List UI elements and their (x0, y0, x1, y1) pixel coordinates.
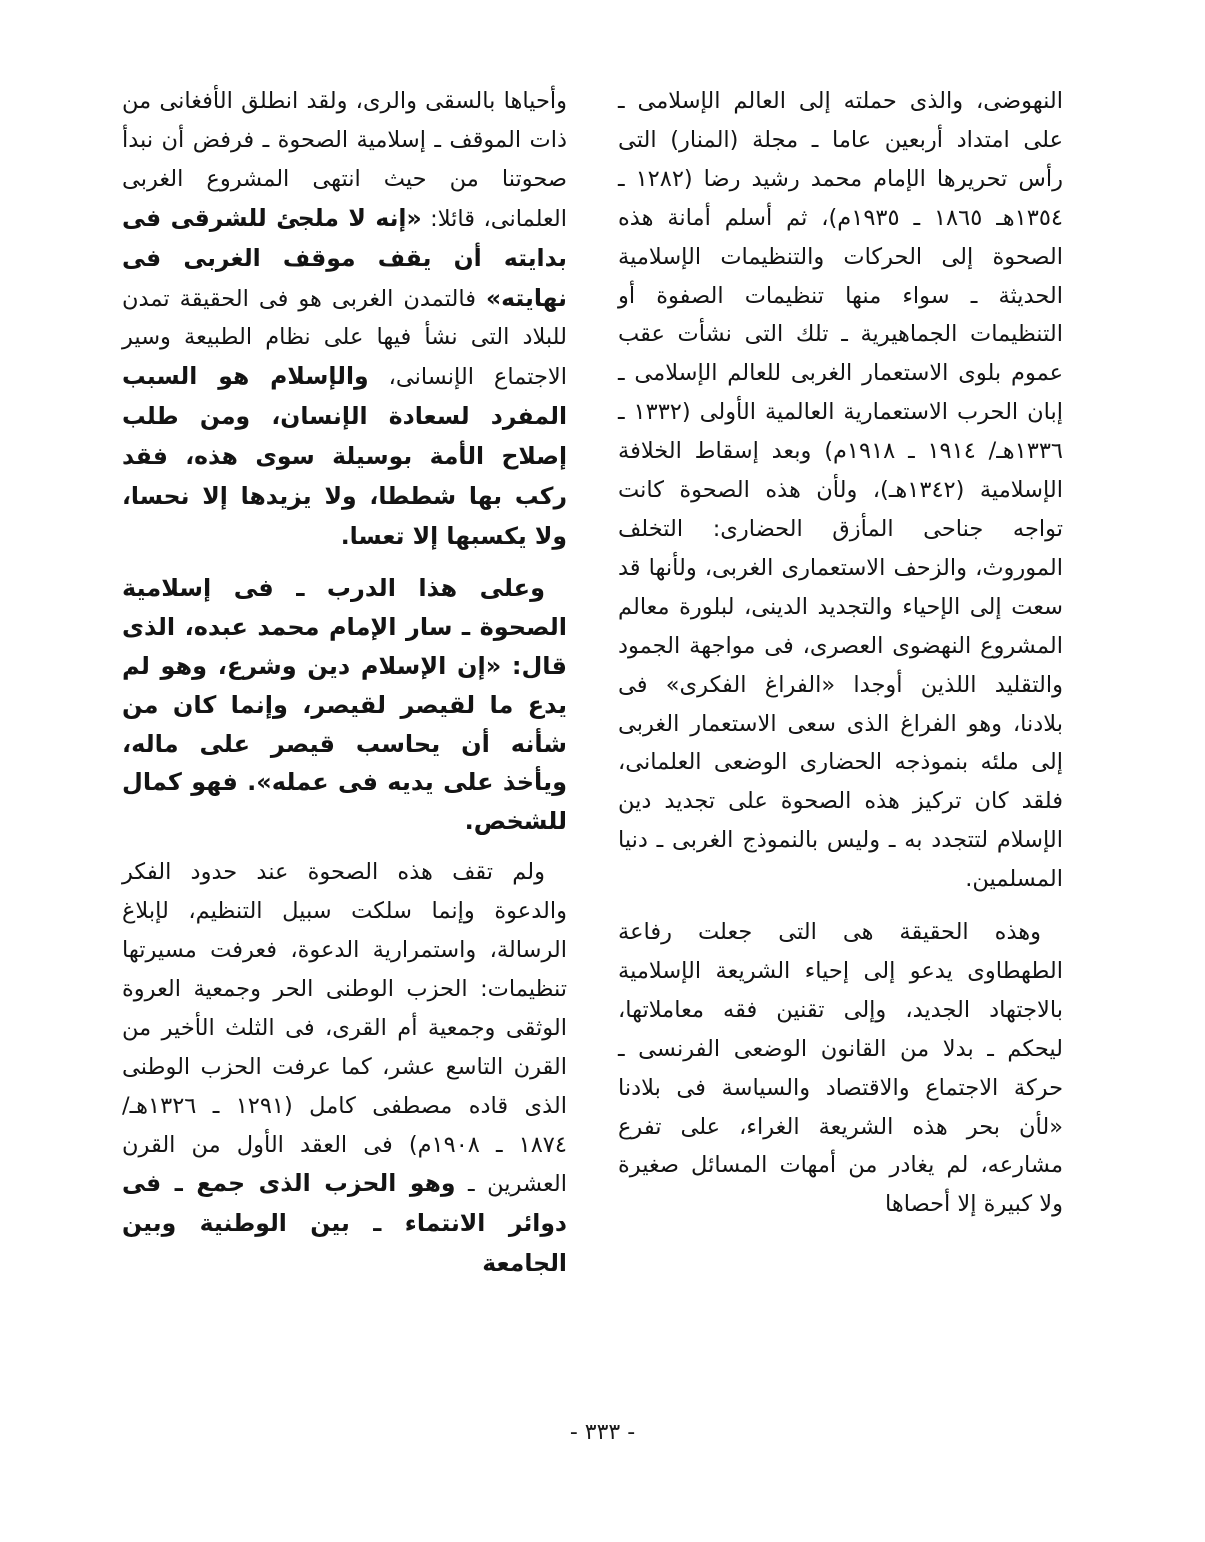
right-paragraph-2: وهذه الحقيقة هى التى جعلت رفاعة الطهطاوى يدعو إلى إحياء الشريعة الإسلامية بالاجتهاد الجديد، وإلى تقنين فقه معاملاتها، ليحكم ـ بدلا من القانون الوضعى الفرنسى ـ حركة الاجتماع والاقتصاد والسياسة فى بلادنا «لأن بحر هذه الشريعة الغراء، على تفرع مشارعه، لم يغادر من أمهات المسائل صغيرة ولا كبيرة إلا أحصاها (618, 919, 1063, 1218)
page-number: - ٣٣٣ - (569, 1420, 636, 1445)
left-paragraph-1-bold: والإسلام هو السبب المفرد لسعادة الإنسان، ومن طلب إصلاح الأمة بوسيلة سوى هذه، فقد ركب بها شططا، ولا يزيدها إلا نحسا، ولا يكسبها إلا تعسا. (122, 362, 567, 550)
left-paragraph-1-start: وأحياها بالسقى والرى، ولقد انطلق الأفغانى من ذات الموقف ـ إسلامية الصحوة ـ فرفض أن نبدأ صحوتنا من حيث انتهى المشروع الغربى العلمانى، قائلا: (122, 88, 567, 232)
right-paragraph-1: النهوضى، والذى حملته إلى العالم الإسلامى ـ على امتداد أربعين عاما ـ مجلة (المنار) التى رأس تحريرها الإمام محمد رشيد رضا (١٢٨٢ ـ ١٣٥٤هـ ١٨٦٥ ـ ١٩٣٥م)، ثم أسلم أمانة هذه الصحوة إلى الحركات والتنظيمات الإسلامية الحديثة ـ سواء منها تنظيمات الصفوة أو التنظيمات الجماهيرية ـ تلك التى نشأت عقب عموم بلوى الاستعمار الغربى للعالم الإسلامى ـ إبان الحرب الاستعمارية العالمية الأولى (١٣٣٢ ـ ١٣٣٦هـ/ ١٩١٤ ـ ١٩١٨م) وبعد إسقاط الخلافة الإسلامية (١٣٤٢هـ)، ولأن هذه الصحوة كانت تواجه جناحى المأزق الحضارى: التخلف الموروث، والزحف الاستعمارى الغربى، ولأنها قد سعت إلى الإحياء والتجديد الدينى، لبلورة معالم المشروع النهضوى العصرى، فى مواجهة الجمود والتقليد اللذين أوجدا «الفراغ الفكرى» فى بلادنا، وهو الفراغ الذى سعى الاستعمار الغربى إلى ملئه بنموذجه الحضارى الوضعى العلمانى، فلقد كان تركيز هذه الصحوة على تجديد دين الإسلام لتتجدد به ـ وليس بالنموذج الغربى ـ دنيا المسلمين. (618, 88, 1064, 893)
left-paragraph-3-start: ولم تقف هذه الصحوة عند حدود الفكر والدعوة وإنما سلكت سبيل التنظيم، لإبلاغ الرسالة، واستمرارية الدعوة، فعرفت مسيرتها تنظيمات: الحزب الوطنى الحر وجمعية العروة الوثقى وجمعية أم القرى، فى الثلث الأخير من القرن التاسع عشر، كما عرفت الحزب الوطنى الذى قاده مصطفى كامل (١٢٩١ ـ ١٣٢٦هـ/ ١٨٧٤ ـ ١٩٠٨م) فى العقد الأول من القرن العشرين ـ (122, 859, 567, 1198)
left-column (122, 82, 567, 1284)
left-paragraph-2: وعلى هذا الدرب ـ فى إسلامية الصحوة ـ سار الإمام محمد عبده، الذى قال: «إن الإسلام دين وشرع، وهو لم يدع ما لقيصر لقيصر، وإنما كان من شأنه أن يحاسب قيصر على ماله، ويأخذ على يديه فى عمله». فهو كمال للشخص. (122, 573, 567, 836)
afghani-quote: «إنه لا ملجئ للشرقى فى بدايته أن يقف موقف الغربى فى نهايته» (122, 203, 567, 312)
right-column (618, 82, 1063, 1224)
left-paragraph-3 (122, 853, 567, 1284)
left-paragraph-1 (122, 82, 567, 557)
left-paragraph-1-middle: فالتمدن الغربى هو فى الحقيقة تمدن للبلاد التى نشأ فيها على نظام الطبيعة وسير الاجتماع الإنسانى، (122, 285, 567, 391)
left-paragraph-3-bold: وهو الحزب الذى جمع ـ فى دوائر الانتماء ـ بين الوطنية وبين الجامعة (122, 1169, 567, 1278)
